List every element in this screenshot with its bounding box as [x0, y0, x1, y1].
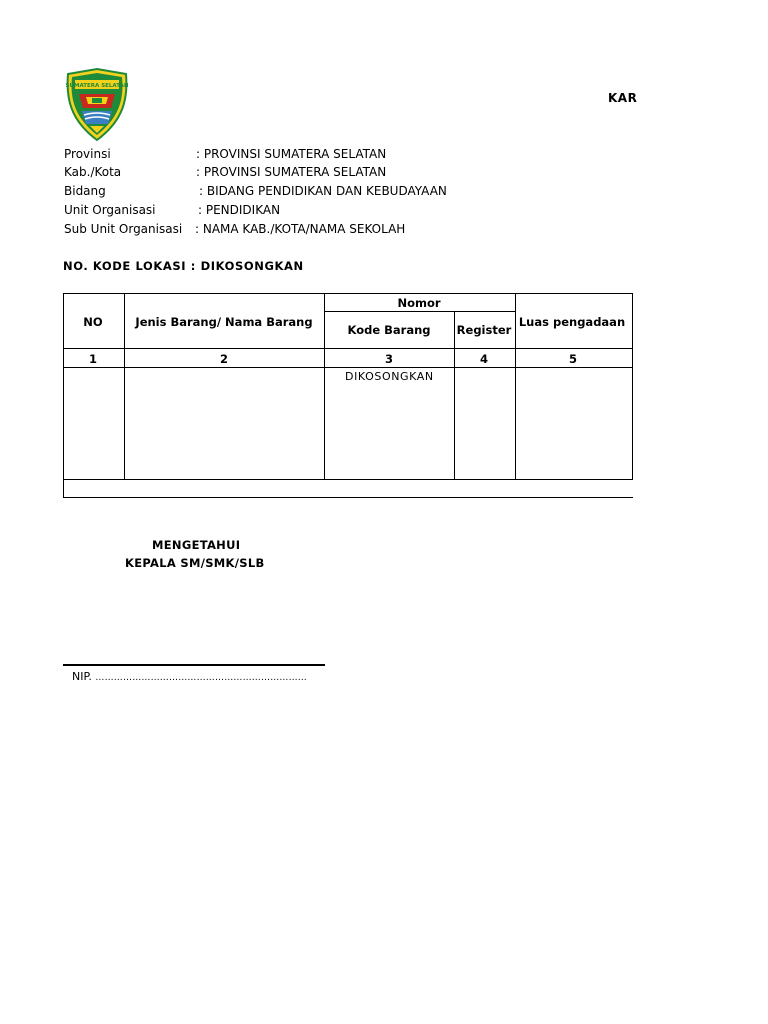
form-title-partial: KAR — [608, 91, 638, 105]
kode-barang-value: DIKOSONGKAN — [345, 370, 434, 383]
col-header-register: Register — [456, 323, 512, 337]
col-header-nomor: Nomor — [397, 296, 441, 310]
info-value: : PROVINSI SUMATERA SELATAN — [196, 147, 387, 161]
info-label: Sub Unit Organisasi — [64, 222, 183, 236]
nip-line — [72, 670, 307, 683]
info-label: Bidang — [64, 184, 106, 198]
nip-label: NIP. — [72, 670, 92, 683]
signature-kepala-sekolah: KEPALA SM/SMK/SLB — [125, 556, 265, 570]
index-cell: 5 — [568, 352, 578, 366]
kode-lokasi-heading: NO. KODE LOKASI : DIKOSONGKAN — [63, 259, 304, 273]
col-header-luas-pengadaan: Luas pengadaan — [518, 315, 626, 329]
svg-text:SUMATERA SELATAN: SUMATERA SELATAN — [65, 83, 129, 89]
index-cell: 2 — [219, 352, 229, 366]
info-value: : BIDANG PENDIDIKAN DAN KEBUDAYAAN — [199, 184, 447, 198]
col-header-kode-barang: Kode Barang — [347, 323, 431, 337]
index-cell: 3 — [384, 352, 394, 366]
info-value: : PENDIDIKAN — [198, 203, 281, 217]
info-value: : PROVINSI SUMATERA SELATAN — [196, 165, 387, 179]
signature-mengetahui: MENGETAHUI — [152, 538, 241, 552]
info-label: Kab./Kota — [64, 165, 122, 179]
index-cell: 1 — [88, 352, 98, 366]
index-cell: 4 — [479, 352, 489, 366]
province-emblem-logo — [64, 68, 130, 142]
info-value: : NAMA KAB./KOTA/NAMA SEKOLAH — [195, 222, 406, 236]
nip-dots: …………………………………………………………… — [95, 673, 307, 683]
info-label: Provinsi — [64, 147, 111, 161]
info-label: Unit Organisasi — [64, 203, 156, 217]
col-header-jenis-barang: Jenis Barang/ Nama Barang — [135, 315, 313, 329]
col-header-no: NO — [83, 315, 103, 329]
